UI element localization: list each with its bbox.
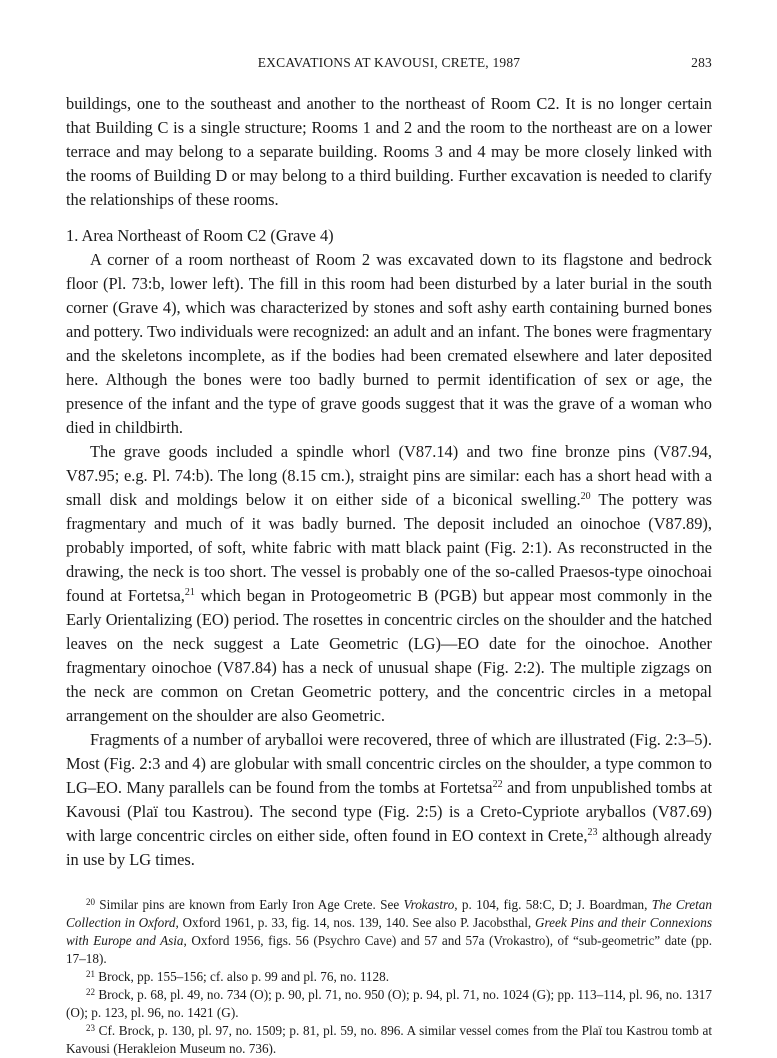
grave-goods-text-b: The pottery was fragmentary and much of it was badly burned. The deposit included an oinochoe (V87.89), probably imported, of soft, white fabric with matt black paint (Fig. 2:1). As reconstructed in the drawing, the neck is too short. The vessel is probably one of the so-called Praesos-type oinochoai found at Fortetsa, xyxy=(66,490,712,605)
footnote-text: , Oxford 1956, figs. 56 (Psychro Cave) and 57 and 57a (Vrokastro), of “sub-geometric” date (pp. 17–18). xyxy=(66,933,712,966)
footnote-ref-23[interactable]: 23 xyxy=(587,827,598,838)
footnote-number: 23 xyxy=(86,1023,95,1033)
footnote-ref-20[interactable]: 20 xyxy=(580,491,591,502)
aryballoi-text-a: Fragments of a number of aryballoi were recovered, three of which are illustrated (Fig. 2:3–5). Most (Fig. 2:3 and 4) are globular with small concentric circles on the shoulder, a type common to LG–EO. Many parallels can be found from the tombs at Fortetsa xyxy=(66,730,712,797)
paragraph-grave-goods xyxy=(66,440,712,728)
footnote-title: Vrokastro xyxy=(403,897,455,912)
footnote-title: Greek Pins and their Connexions with Europe and Asia xyxy=(66,915,712,948)
footnote-23 xyxy=(66,1022,712,1058)
page-number: 283 xyxy=(691,55,712,70)
footnotes xyxy=(66,896,712,1058)
running-title: EXCAVATIONS AT KAVOUSI, CRETE, 1987 xyxy=(257,55,521,70)
footnote-20 xyxy=(66,896,712,968)
journal-page xyxy=(66,52,712,1058)
footnote-text: Oxford 1961, p. 33, fig. 14, nos. 139, 140. See also P. Jacobsthal, xyxy=(178,915,535,930)
footnote-number: 22 xyxy=(86,987,95,997)
footnote-ref-21[interactable]: 21 xyxy=(184,587,195,598)
footnote-22 xyxy=(66,986,712,1022)
grave-goods-text-a: The grave goods included a spindle whorl (V87.14) and two fine bronze pins (V87.94, V87.95; e.g. Pl. 74:b). The long (8.15 cm.), straight pins are similar: each has a short head with a small disk and moldings below it on either side of a biconical swelling. xyxy=(66,442,712,509)
aryballoi-text-b: and from unpublished tombs at Kavousi (Plaï tou Kastrou). The second type (Fig. 2:5) is a Creto-Cypriote aryballos (V87.69) with large concentric circles on either side, often found in EO context in Crete, xyxy=(66,778,712,845)
footnote-text: , p. 104, fig. 58:C, D; J. Boardman, xyxy=(454,897,652,912)
intro-paragraph: buildings, one to the southeast and another to the northeast of Room C2. It is no longer certain that Building C is a single structure; Rooms 1 and 2 and the room to the northeast are on a lower terrace and may belong to a separate building. Rooms 3 and 4 may be more closely linked with the rooms of Building D or may belong to a third building. Further excavation is needed to clarify the relationships of these rooms. xyxy=(66,94,712,209)
aryballoi-text-c: although already in use by LG times. xyxy=(66,826,712,869)
footnote-text: Brock, pp. 155–156; cf. also p. 99 and pl. 76, no. 1128. xyxy=(95,969,390,984)
paragraph-grave-4: A corner of a room northeast of Room 2 was excavated down to its flagstone and bedrock floor (Pl. 73:b, lower left). The fill in this room had been disturbed by a later burial in the south corner (Grave 4), which was characterized by stones and soft ashy earth containing burned bones and pottery. Two individuals were recognized: an adult and an infant. The bones were fragmentary and the skeletons incomplete, as if the bodies had been cremated elsewhere and later deposited here. Although the bones were too badly burned to permit identification of sex or age, the presence of the infant and the type of grave goods suggest that it was the grave of a woman who died in childbirth. xyxy=(66,250,712,437)
footnote-21 xyxy=(66,968,712,986)
footnote-text: Brock, p. 68, pl. 49, no. 734 (O); p. 90, pl. 71, no. 950 (O); p. 94, pl. 71, no. 1024 (G); pp. 113–114, pl. 96, no. 1317 (O); p. 123, pl. 96, no. 1421 (G). xyxy=(66,987,712,1020)
footnote-title: The Cretan Collection in Oxford, xyxy=(66,897,712,930)
footnote-number: 21 xyxy=(86,969,95,979)
paragraph-aryballoi xyxy=(66,728,712,872)
section-heading: 1. Area Northeast of Room C2 (Grave 4) xyxy=(66,226,334,245)
grave-goods-text-c: which began in Protogeometric B (PGB) but appear most commonly in the Early Orientalizing (EO) period. The rosettes in concentric circles on the shoulder and the hatched leaves on the neck suggest a Late Geometric (LG)—EO date for the oinochoe. Another fragmentary oinochoe (V87.84) has a neck of unusual shape (Fig. 2:2). The multiple zigzags on the neck are common on Cretan Geometric pottery, and the concentric circles in a metopal arrangement on the shoulder are also Geometric. xyxy=(66,586,712,725)
footnote-ref-22[interactable]: 22 xyxy=(492,779,503,790)
footnote-number: 20 xyxy=(86,897,95,907)
running-header xyxy=(66,52,712,76)
footnote-text: Cf. Brock, p. 130, pl. 97, no. 1509; p. 81, pl. 59, no. 896. A similar vessel comes from the Plaï tou Kastrou tomb at Kavousi (Herakleion Museum no. 736). xyxy=(66,1023,712,1056)
footnote-text: Similar pins are known from Early Iron Age Crete. See xyxy=(95,897,404,912)
main-text xyxy=(66,92,712,872)
